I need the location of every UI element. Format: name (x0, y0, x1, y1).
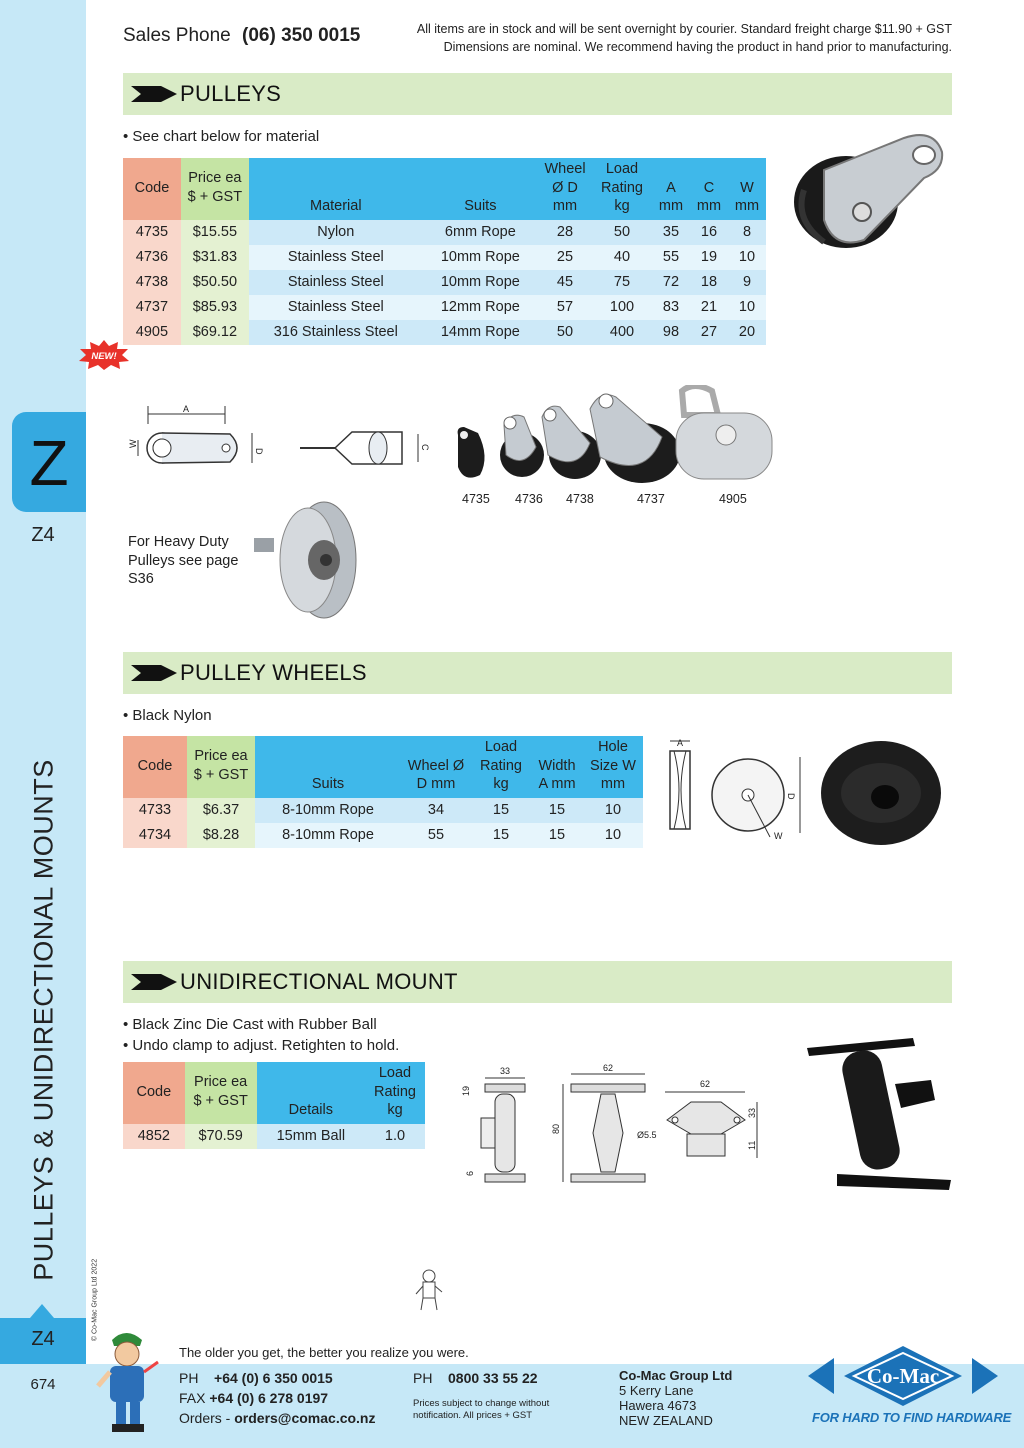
fax-number[interactable]: +64 (0) 6 278 0197 (209, 1390, 329, 1406)
table-cell: 4735 (123, 220, 181, 245)
phone-label: PH (179, 1370, 199, 1386)
table-row (123, 245, 766, 270)
table-cell: 10mm Rope (423, 270, 538, 295)
new-badge (78, 340, 130, 370)
dim-w-label: W (774, 831, 783, 841)
table-cell: 15 (471, 798, 531, 823)
table-cell: 10 (583, 823, 643, 848)
dim-label: 62 (699, 1079, 711, 1089)
footer-address (619, 1368, 732, 1428)
dim-a-label: A (676, 738, 684, 748)
table-cell: 34 (401, 798, 471, 823)
table-cell: $69.12 (181, 320, 249, 345)
shipping-notice (417, 20, 952, 56)
col-header: W mm (728, 158, 766, 220)
col-header: C mm (690, 158, 728, 220)
table-cell: 400 (592, 320, 652, 345)
col-header: Code (123, 158, 181, 220)
bottom-page-code: Z4 (31, 1328, 55, 1350)
table-cell: 4736 (123, 245, 181, 270)
pulley-image-label: 4738 (566, 492, 594, 506)
mount-bullet: • Undo clamp to adjust. Retighten to hold. (123, 1037, 400, 1054)
freephone-number[interactable]: 0800 33 55 22 (448, 1370, 538, 1386)
col-header: Code (123, 736, 187, 798)
disclaimer-line: notification. All prices + GST (413, 1410, 533, 1421)
col-header: Suits (255, 736, 401, 798)
table-cell: 10 (583, 798, 643, 823)
copyright: © Co-Mac Group Ltd 2022 (91, 1258, 99, 1342)
bottom-tab-notch (30, 1304, 54, 1318)
table-cell: 57 (538, 295, 592, 320)
pulley-dimension-drawing (120, 400, 450, 480)
black-nylon-wheel-photo (815, 735, 945, 850)
table-cell: 316 Stainless Steel (249, 320, 423, 345)
table-cell: 10mm Rope (423, 245, 538, 270)
footer-freephone (413, 1368, 538, 1388)
notice-line: All items are in stock and will be sent overnight by courier. Standard freight charge $11.90 + GST (416, 22, 952, 36)
pulleys-table (123, 158, 766, 345)
col-header: Load Rating kg (471, 736, 531, 798)
table-cell: $8.28 (187, 823, 255, 848)
table-cell: $15.55 (181, 220, 249, 245)
table-cell: 15mm Ball (257, 1124, 365, 1149)
col-header: Load Rating kg (592, 158, 652, 220)
freephone-label: PH (413, 1370, 433, 1386)
dim-label: 62 (602, 1063, 614, 1073)
disclaimer-line: Prices subject to change without (413, 1398, 550, 1409)
section-title: PULLEYS (180, 81, 282, 106)
logo-text: Co-Mac (866, 1364, 940, 1388)
pulleys-bullet: • See chart below for material (123, 128, 320, 145)
table-cell: 83 (652, 295, 690, 320)
table-row (123, 1124, 425, 1149)
table-row (123, 823, 643, 848)
address-line: Hawera 4673 (619, 1398, 697, 1413)
table-cell: 8-10mm Rope (255, 823, 401, 848)
table-cell: 19 (690, 245, 728, 270)
table-cell: Nylon (249, 220, 423, 245)
dim-d-label: D (254, 448, 264, 455)
orders-email[interactable]: orders@comac.co.nz (234, 1410, 376, 1426)
table-cell: 12mm Rope (423, 295, 538, 320)
table-cell: 55 (652, 245, 690, 270)
table-cell: 15 (471, 823, 531, 848)
dim-label: 19 (461, 1085, 471, 1096)
logo-tagline: FOR HARD TO FIND HARDWARE (812, 1410, 1012, 1425)
wheel-dimension-drawing (660, 735, 810, 845)
table-cell: 25 (538, 245, 592, 270)
wheels-banner (123, 652, 952, 694)
pulley-image-label: 4905 (719, 492, 747, 506)
mascot-icon (92, 1322, 162, 1434)
section-title: PULLEY WHEELS (180, 660, 367, 685)
table-row (123, 320, 766, 345)
col-header: A mm (652, 158, 690, 220)
table-cell: 72 (652, 270, 690, 295)
sales-phone-line (123, 25, 360, 47)
table-cell: 27 (690, 320, 728, 345)
pulley-image-label: 4736 (515, 492, 543, 506)
col-header: Price ea $ + GST (185, 1062, 257, 1124)
heavy-duty-wheel-photo (252, 498, 362, 623)
comac-logo[interactable] (808, 1344, 998, 1408)
pulleys-banner (123, 73, 952, 115)
table-cell: 35 (652, 220, 690, 245)
col-header: Wheel Ø D mm (538, 158, 592, 220)
dim-a-label: A (182, 404, 190, 414)
col-header: Price ea $ + GST (187, 736, 255, 798)
mount-photo (803, 1034, 953, 1194)
table-cell: $85.93 (181, 295, 249, 320)
fax-label: FAX (179, 1390, 206, 1406)
table-cell: 4738 (123, 270, 181, 295)
address-line: NEW ZEALAND (619, 1413, 713, 1428)
dim-label: 33 (499, 1066, 511, 1076)
table-cell: Stainless Steel (249, 295, 423, 320)
dim-w-label: W (128, 439, 138, 448)
table-cell: 100 (592, 295, 652, 320)
section-title: UNIDIRECTIONAL MOUNT (180, 969, 458, 994)
dim-d-label: D (786, 793, 796, 800)
sales-phone[interactable]: (06) 350 0015 (242, 25, 361, 46)
table-row (123, 798, 643, 823)
table-cell: 4734 (123, 823, 187, 848)
table-cell: Stainless Steel (249, 245, 423, 270)
table-cell: 6mm Rope (423, 220, 538, 245)
table-cell: $70.59 (185, 1124, 257, 1149)
table-cell: 8-10mm Rope (255, 798, 401, 823)
table-cell: 8 (728, 220, 766, 245)
table-cell: 15 (531, 823, 583, 848)
table-cell: 15 (531, 798, 583, 823)
sales-label: Sales Phone (123, 25, 231, 46)
table-row (123, 295, 766, 320)
wheels-bullet: • Black Nylon (123, 707, 212, 724)
table-cell: 1.0 (365, 1124, 425, 1149)
col-header: Details (257, 1062, 365, 1124)
col-header: Price ea $ + GST (181, 158, 249, 220)
mount-banner (123, 961, 952, 1003)
table-cell: 4737 (123, 295, 181, 320)
table-cell: 9 (728, 270, 766, 295)
table-row (123, 220, 766, 245)
pulley-photo (784, 130, 949, 255)
orders-label: Orders - (179, 1410, 231, 1426)
table-cell: 98 (652, 320, 690, 345)
pulley-image-label: 4735 (462, 492, 490, 506)
company-name: Co-Mac Group Ltd (619, 1368, 733, 1383)
table-cell: 16 (690, 220, 728, 245)
wheels-table (123, 736, 643, 848)
dim-label: Ø5.5 (637, 1130, 657, 1140)
pulley-image-label: 4737 (637, 492, 665, 506)
mascot-small-icon (414, 1268, 444, 1312)
mount-dimension-drawing (455, 1060, 775, 1205)
col-header: Wheel Ø D mm (401, 736, 471, 798)
col-header: Width A mm (531, 736, 583, 798)
col-header: Material (249, 158, 423, 220)
table-cell: 50 (538, 320, 592, 345)
table-cell: 4852 (123, 1124, 185, 1149)
mount-bullet: • Black Zinc Die Cast with Rubber Ball (123, 1016, 377, 1033)
section-title-vertical: PULLEYS & UNIDIRECTIONAL MOUNTS (28, 759, 59, 1281)
pulley-range-photos (450, 385, 780, 490)
new-badge-text: NEW! (91, 351, 117, 362)
footer-contact (179, 1368, 376, 1428)
note-line: For Heavy Duty (128, 534, 229, 550)
table-cell: 28 (538, 220, 592, 245)
phone-number[interactable]: +64 (0) 6 350 0015 (214, 1370, 333, 1386)
col-header: Suits (423, 158, 538, 220)
table-cell: 4733 (123, 798, 187, 823)
note-line: S36 (128, 571, 154, 587)
footer-slogan: The older you get, the better you realize you were. (179, 1345, 469, 1360)
dim-c-label: C (420, 444, 430, 451)
table-cell: 55 (401, 823, 471, 848)
dim-label: 11 (747, 1140, 757, 1150)
table-cell: 21 (690, 295, 728, 320)
dim-label: 6 (465, 1170, 475, 1176)
table-cell: 20 (728, 320, 766, 345)
dim-label: 33 (747, 1107, 757, 1118)
mount-table (123, 1062, 425, 1149)
col-header: Load Rating kg (365, 1062, 425, 1124)
table-cell: 18 (690, 270, 728, 295)
table-cell: 75 (592, 270, 652, 295)
col-header: Code (123, 1062, 185, 1124)
table-cell: 10 (728, 245, 766, 270)
table-cell: 10 (728, 295, 766, 320)
col-header: Hole Size W mm (583, 736, 643, 798)
notice-line: Dimensions are nominal. We recommend having the product in hand prior to manufacturing. (443, 40, 952, 54)
table-cell: 4905 (123, 320, 181, 345)
heavy-duty-note (128, 533, 238, 589)
dim-label: 80 (551, 1123, 561, 1134)
table-cell: $50.50 (181, 270, 249, 295)
table-cell: 40 (592, 245, 652, 270)
table-cell: $6.37 (187, 798, 255, 823)
address-line: 5 Kerry Lane (619, 1383, 694, 1398)
arrow-icon (131, 85, 177, 103)
table-cell: 14mm Rope (423, 320, 538, 345)
section-page-code: Z4 (31, 524, 55, 546)
section-letter: Z (29, 427, 69, 499)
footer-disclaimer (413, 1398, 549, 1422)
table-cell: 50 (592, 220, 652, 245)
table-cell: $31.83 (181, 245, 249, 270)
page-number: 674 (30, 1376, 56, 1393)
arrow-icon (131, 664, 177, 682)
table-row (123, 270, 766, 295)
table-cell: Stainless Steel (249, 270, 423, 295)
table-cell: 45 (538, 270, 592, 295)
arrow-icon (131, 973, 177, 991)
note-line: Pulleys see page (128, 552, 239, 569)
